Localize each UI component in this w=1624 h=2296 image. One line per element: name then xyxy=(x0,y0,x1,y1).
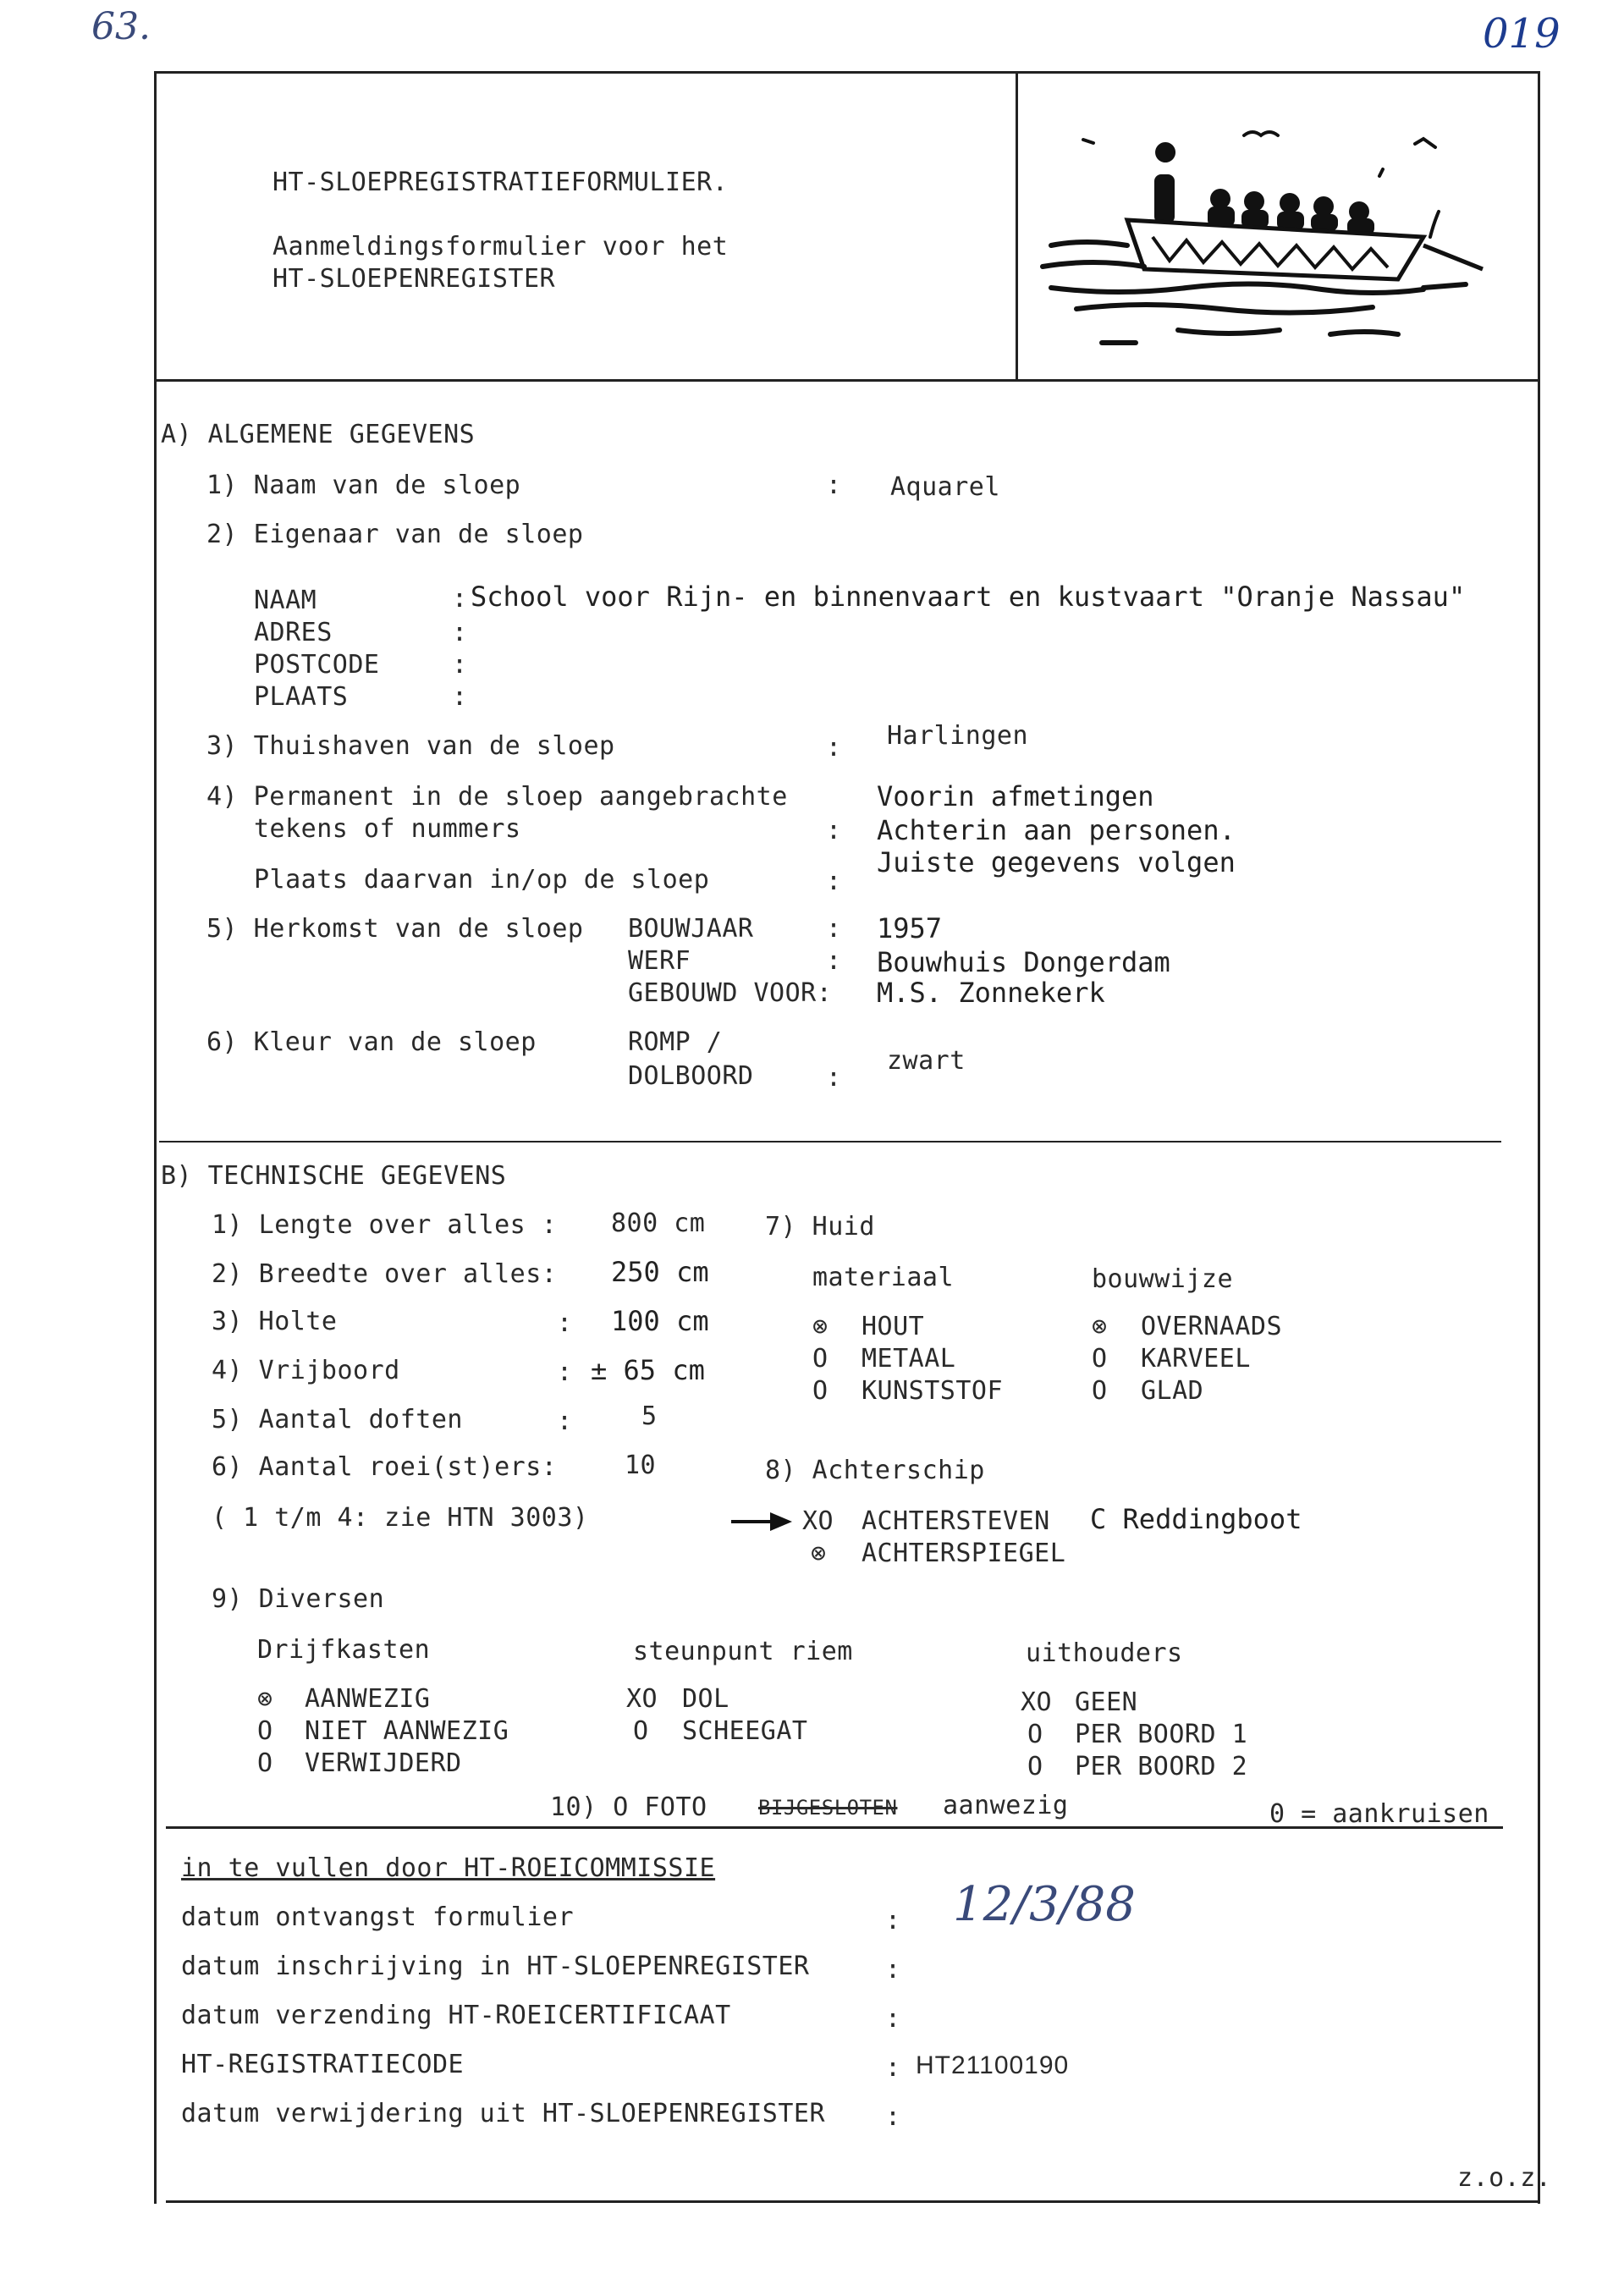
a3-label: 3) Thuishaven van de sloep xyxy=(206,731,615,761)
c-row-ontvangst-value[interactable]: 12/3/88 xyxy=(953,1877,1136,1932)
a1-value[interactable]: Aquarel xyxy=(890,472,1000,502)
frame-top xyxy=(154,71,1540,74)
owner-postcode-label: POSTCODE xyxy=(254,650,380,680)
drijfkasten-niet-mark[interactable]: O xyxy=(257,1716,273,1746)
owner-postcode-colon[interactable]: : xyxy=(452,650,468,680)
divider-section-b xyxy=(159,1141,1501,1142)
frame-bottom xyxy=(166,2200,1540,2203)
a1-label: 1) Naam van de sloep xyxy=(206,471,521,500)
drijfkasten-verwijderd-label: VERWIJDERD xyxy=(305,1748,462,1778)
a5-bouwjaar-value[interactable]: 1957 xyxy=(877,912,943,944)
frame-right xyxy=(1538,71,1540,2204)
form-title: HT-SLOEPREGISTRATIEFORMULIER. xyxy=(273,168,729,197)
b1-value[interactable]: 800 cm xyxy=(611,1209,706,1238)
a6-label: 6) Kleur van de sloep xyxy=(206,1027,537,1057)
footer-zoz: z.o.z. xyxy=(1457,2163,1552,2193)
c-row-verzending-colon[interactable]: : xyxy=(885,2004,901,2034)
b3-colon: : xyxy=(557,1308,573,1338)
form-subtitle-line2: HT-SLOEPENREGISTER xyxy=(273,264,556,294)
achterspiegel-label: ACHTERSPIEGEL xyxy=(862,1539,1066,1568)
a3-colon: : xyxy=(826,733,842,763)
owner-plaats-colon[interactable]: : xyxy=(452,682,468,712)
c-row-code-value[interactable]: HT21100190 xyxy=(916,2051,1070,2079)
materiaal-label: materiaal xyxy=(812,1263,955,1292)
owner-naam-colon: : xyxy=(452,584,468,614)
frame-header-split xyxy=(1016,71,1018,381)
steunpunt-dol-mark[interactable]: XO xyxy=(626,1684,658,1714)
page-number-handwritten: 63. xyxy=(91,5,151,48)
b10-struck-word: BIJGESLOTEN xyxy=(758,1796,898,1820)
rowing-boat-illustration xyxy=(1026,118,1500,364)
a5-gebouwd-label: GEBOUWD VOOR: xyxy=(628,978,833,1008)
section-c-heading: in te vullen door HT-ROEICOMMISSIE xyxy=(181,1853,716,1883)
bouwwijze-glad-label: GLAD xyxy=(1141,1376,1204,1406)
achtersteven-mark[interactable]: XO xyxy=(802,1506,834,1536)
uithouders-boord2-label: PER BOORD 2 xyxy=(1075,1752,1248,1781)
owner-adres-colon[interactable]: : xyxy=(452,618,468,647)
a4-value-line1[interactable]: Voorin afmetingen xyxy=(877,780,1154,812)
b10-label: 10) O FOTO xyxy=(550,1792,707,1822)
steunpunt-dol-label: DOL xyxy=(682,1684,729,1714)
achtersteven-extra: C Reddingboot xyxy=(1090,1503,1302,1535)
b6-label: 6) Aantal roei(st)ers: xyxy=(212,1452,558,1482)
uithouders-geen-label: GEEN xyxy=(1075,1688,1138,1717)
drijfkasten-niet-label: NIET AANWEZIG xyxy=(305,1716,509,1746)
a4-colon-2: : xyxy=(826,867,842,896)
frame-header-divider xyxy=(154,379,1540,382)
b-note: ( 1 t/m 4: zie HTN 3003) xyxy=(212,1503,589,1533)
owner-naam-label: NAAM xyxy=(254,586,317,615)
drijfkasten-aanwezig-label: AANWEZIG xyxy=(305,1684,431,1714)
c-row-verwijdering-colon[interactable]: : xyxy=(885,2102,901,2132)
b10-struck-text xyxy=(758,1796,897,1820)
a5-gebouwd-value[interactable]: M.S. Zonnekerk xyxy=(877,977,1105,1009)
b2-value[interactable]: 250 cm xyxy=(611,1256,709,1288)
b7-label: 7) Huid xyxy=(765,1212,875,1242)
b9-label: 9) Diversen xyxy=(212,1584,385,1614)
c-row-ontvangst-label: datum ontvangst formulier xyxy=(181,1902,575,1932)
a6-colon: : xyxy=(826,1063,842,1093)
b10-after[interactable]: aanwezig xyxy=(943,1791,1069,1820)
a6-dolboord-label: DOLBOORD xyxy=(628,1061,754,1091)
a4-label-line3: Plaats daarvan in/op de sloep xyxy=(254,865,710,895)
materiaal-hout-mark[interactable]: ⊗ xyxy=(812,1312,829,1341)
materiaal-hout-label: HOUT xyxy=(862,1312,925,1341)
a5-werf-value[interactable]: Bouwhuis Dongerdam xyxy=(877,946,1170,978)
materiaal-metaal-label: METAAL xyxy=(862,1344,956,1374)
uithouders-boord2-mark[interactable]: O xyxy=(1027,1752,1043,1781)
uithouders-geen-mark[interactable]: XO xyxy=(1021,1688,1053,1717)
c-row-code-label: HT-REGISTRATIECODE xyxy=(181,2050,465,2079)
b4-colon: : xyxy=(557,1357,573,1387)
a4-label-line1: 4) Permanent in de sloep aangebrachte xyxy=(206,782,788,812)
form-subtitle-line1: Aanmeldingsformulier voor het xyxy=(273,232,729,262)
owner-adres-label: ADRES xyxy=(254,618,333,647)
a5-colon-1: : xyxy=(826,914,842,944)
drijfkasten-aanwezig-mark[interactable]: ⊗ xyxy=(257,1684,273,1714)
b6-value[interactable]: 10 xyxy=(625,1451,657,1480)
a4-label-line2: tekens of nummers xyxy=(254,814,521,844)
uithouders-boord1-mark[interactable]: O xyxy=(1027,1720,1043,1749)
a4-colon-1: : xyxy=(826,816,842,845)
b5-colon: : xyxy=(557,1407,573,1436)
materiaal-kunststof-mark[interactable]: O xyxy=(812,1376,829,1406)
steunpunt-scheegat-mark[interactable]: O xyxy=(633,1716,649,1746)
materiaal-metaal-mark[interactable]: O xyxy=(812,1344,829,1374)
c-row-code-colon: : xyxy=(885,2053,901,2083)
a3-value[interactable]: Harlingen xyxy=(887,721,1029,751)
b1-label: 1) Lengte over alles : xyxy=(212,1210,558,1240)
a6-value[interactable]: zwart xyxy=(887,1046,966,1076)
frame-left xyxy=(154,71,157,2204)
steunpunt-scheegat-label: SCHEEGAT xyxy=(682,1716,808,1746)
a4-value-line3[interactable]: Juiste gegevens volgen xyxy=(877,846,1236,878)
c-row-inschrijving-colon[interactable]: : xyxy=(885,1955,901,1985)
a4-value-line2[interactable]: Achterin aan personen. xyxy=(877,814,1236,846)
owner-naam-value[interactable]: School voor Rijn- en binnenvaart en kustvaart "Oranje Nassau" xyxy=(471,581,1466,613)
b3-value[interactable]: 100 cm xyxy=(611,1305,709,1337)
b5-label: 5) Aantal doften xyxy=(212,1405,463,1434)
bouwwijze-label: bouwwijze xyxy=(1092,1264,1234,1294)
a6-romp-label: ROMP / xyxy=(628,1027,723,1057)
c-row-verwijdering-label: datum verwijdering uit HT-SLOEPENREGISTER xyxy=(181,2099,826,2128)
achterspiegel-mark[interactable]: ⊗ xyxy=(811,1539,827,1568)
drijfkasten-verwijderd-mark[interactable]: O xyxy=(257,1748,273,1778)
c-row-inschrijving-label: datum inschrijving in HT-SLOEPENREGISTER xyxy=(181,1952,810,1981)
bouwwijze-overnaads-mark[interactable]: ⊗ xyxy=(1092,1312,1108,1341)
a5-bouwjaar-label: BOUWJAAR xyxy=(628,914,754,944)
bouwwijze-overnaads-label: OVERNAADS xyxy=(1141,1312,1283,1341)
a2-label: 2) Eigenaar van de sloep xyxy=(206,520,584,549)
a5-colon-2: : xyxy=(826,946,842,976)
a1-colon: : xyxy=(826,471,842,500)
legend-aankruisen: 0 = aankruisen xyxy=(1269,1799,1489,1829)
owner-plaats-label: PLAATS xyxy=(254,682,349,712)
arrow-right-icon xyxy=(729,1510,794,1533)
archive-number-handwritten: 019 xyxy=(1483,10,1561,58)
a5-werf-label: WERF xyxy=(628,946,691,976)
b4-value[interactable]: ± 65 cm xyxy=(591,1354,705,1386)
b4-label: 4) Vrijboord xyxy=(212,1356,400,1385)
c-row-ontvangst-colon: : xyxy=(885,1906,901,1935)
section-b-heading: B) TECHNISCHE GEGEVENS xyxy=(161,1161,507,1191)
uithouders-boord1-label: PER BOORD 1 xyxy=(1075,1720,1248,1749)
steunpunt-label: steunpunt riem xyxy=(633,1637,853,1666)
bouwwijze-glad-mark[interactable]: O xyxy=(1092,1376,1108,1406)
achtersteven-label: ACHTERSTEVEN xyxy=(862,1506,1050,1536)
c-row-verzending-label: datum verzending HT-ROEICERTIFICAAT xyxy=(181,2001,731,2030)
drijfkasten-label: Drijfkasten xyxy=(257,1635,431,1665)
materiaal-kunststof-label: KUNSTSTOF xyxy=(862,1376,1004,1406)
bouwwijze-karveel-mark[interactable]: O xyxy=(1092,1344,1108,1374)
b5-value[interactable]: 5 xyxy=(641,1401,658,1431)
section-a-heading: A) ALGEMENE GEGEVENS xyxy=(161,420,476,449)
bouwwijze-karveel-label: KARVEEL xyxy=(1141,1344,1251,1374)
uithouders-label: uithouders xyxy=(1026,1638,1183,1668)
b8-label: 8) Achterschip xyxy=(765,1456,985,1485)
a5-label: 5) Herkomst van de sloep xyxy=(206,914,584,944)
b3-label: 3) Holte xyxy=(212,1307,338,1336)
b2-label: 2) Breedte over alles: xyxy=(212,1259,558,1289)
